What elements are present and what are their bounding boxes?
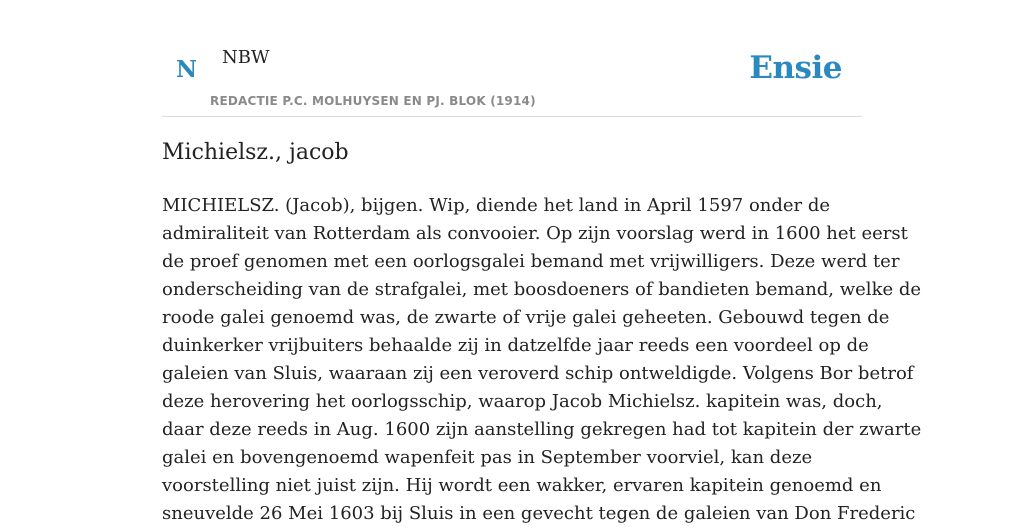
article-title: Michielsz., jacob — [162, 140, 349, 165]
article-body — [162, 192, 922, 528]
article-line: roode galei genoemd was, de zwarte of vrije galei geheeten. Gebouwd tegen de — [162, 307, 890, 328]
article-line: admiraliteit van Rotterdam als convooier. Op zijn voorslag werd in 1600 het eerst — [162, 223, 908, 244]
source-editors: REDACTIE P.C. MOLHUYSEN EN PJ. BLOK (1914) — [210, 94, 536, 108]
article-line: voorstelling niet juist zijn. Hij wordt een wakker, ervaren kapitein genoemd en — [162, 475, 882, 496]
source-name[interactable]: NBW — [222, 47, 270, 68]
article-line: galei en bovengenoemd wapenfeit pas in September voorviel, kan deze — [162, 447, 813, 468]
article-line: onderscheiding van de strafgalei, met boosdoeners of bandieten bemand, welke de — [162, 279, 922, 300]
article-line: galeien van Sluis, waaraan zij een veroverd schip ontweldigde. Volgens Bor betrof — [162, 363, 914, 384]
article-line: duinkerker vrijbuiters behaalde zij in datzelfde jaar reeds een voordeel op de — [162, 335, 869, 356]
page-header — [162, 40, 862, 117]
brand-logo[interactable]: Ensie — [749, 50, 842, 86]
article-line: de proef genomen met een oorlogsgalei bemand met vrijwilligers. Deze werd ter — [162, 251, 900, 272]
article-line: MICHIELSZ. (Jacob), bijgen. Wip, diende het land in April 1597 onder de — [162, 195, 831, 216]
source-logo[interactable]: N — [176, 56, 198, 83]
article-line: sneuvelde 26 Mei 1603 bij Sluis in een gevecht tegen de galeien van Don Frederic — [162, 503, 916, 524]
article-line: daar deze reeds in Aug. 1600 zijn aanstelling gekregen had tot kapitein der zwarte — [162, 419, 922, 440]
article-line: deze herovering het oorlogsschip, waarop Jacob Michielsz. kapitein was, doch, — [162, 391, 883, 412]
